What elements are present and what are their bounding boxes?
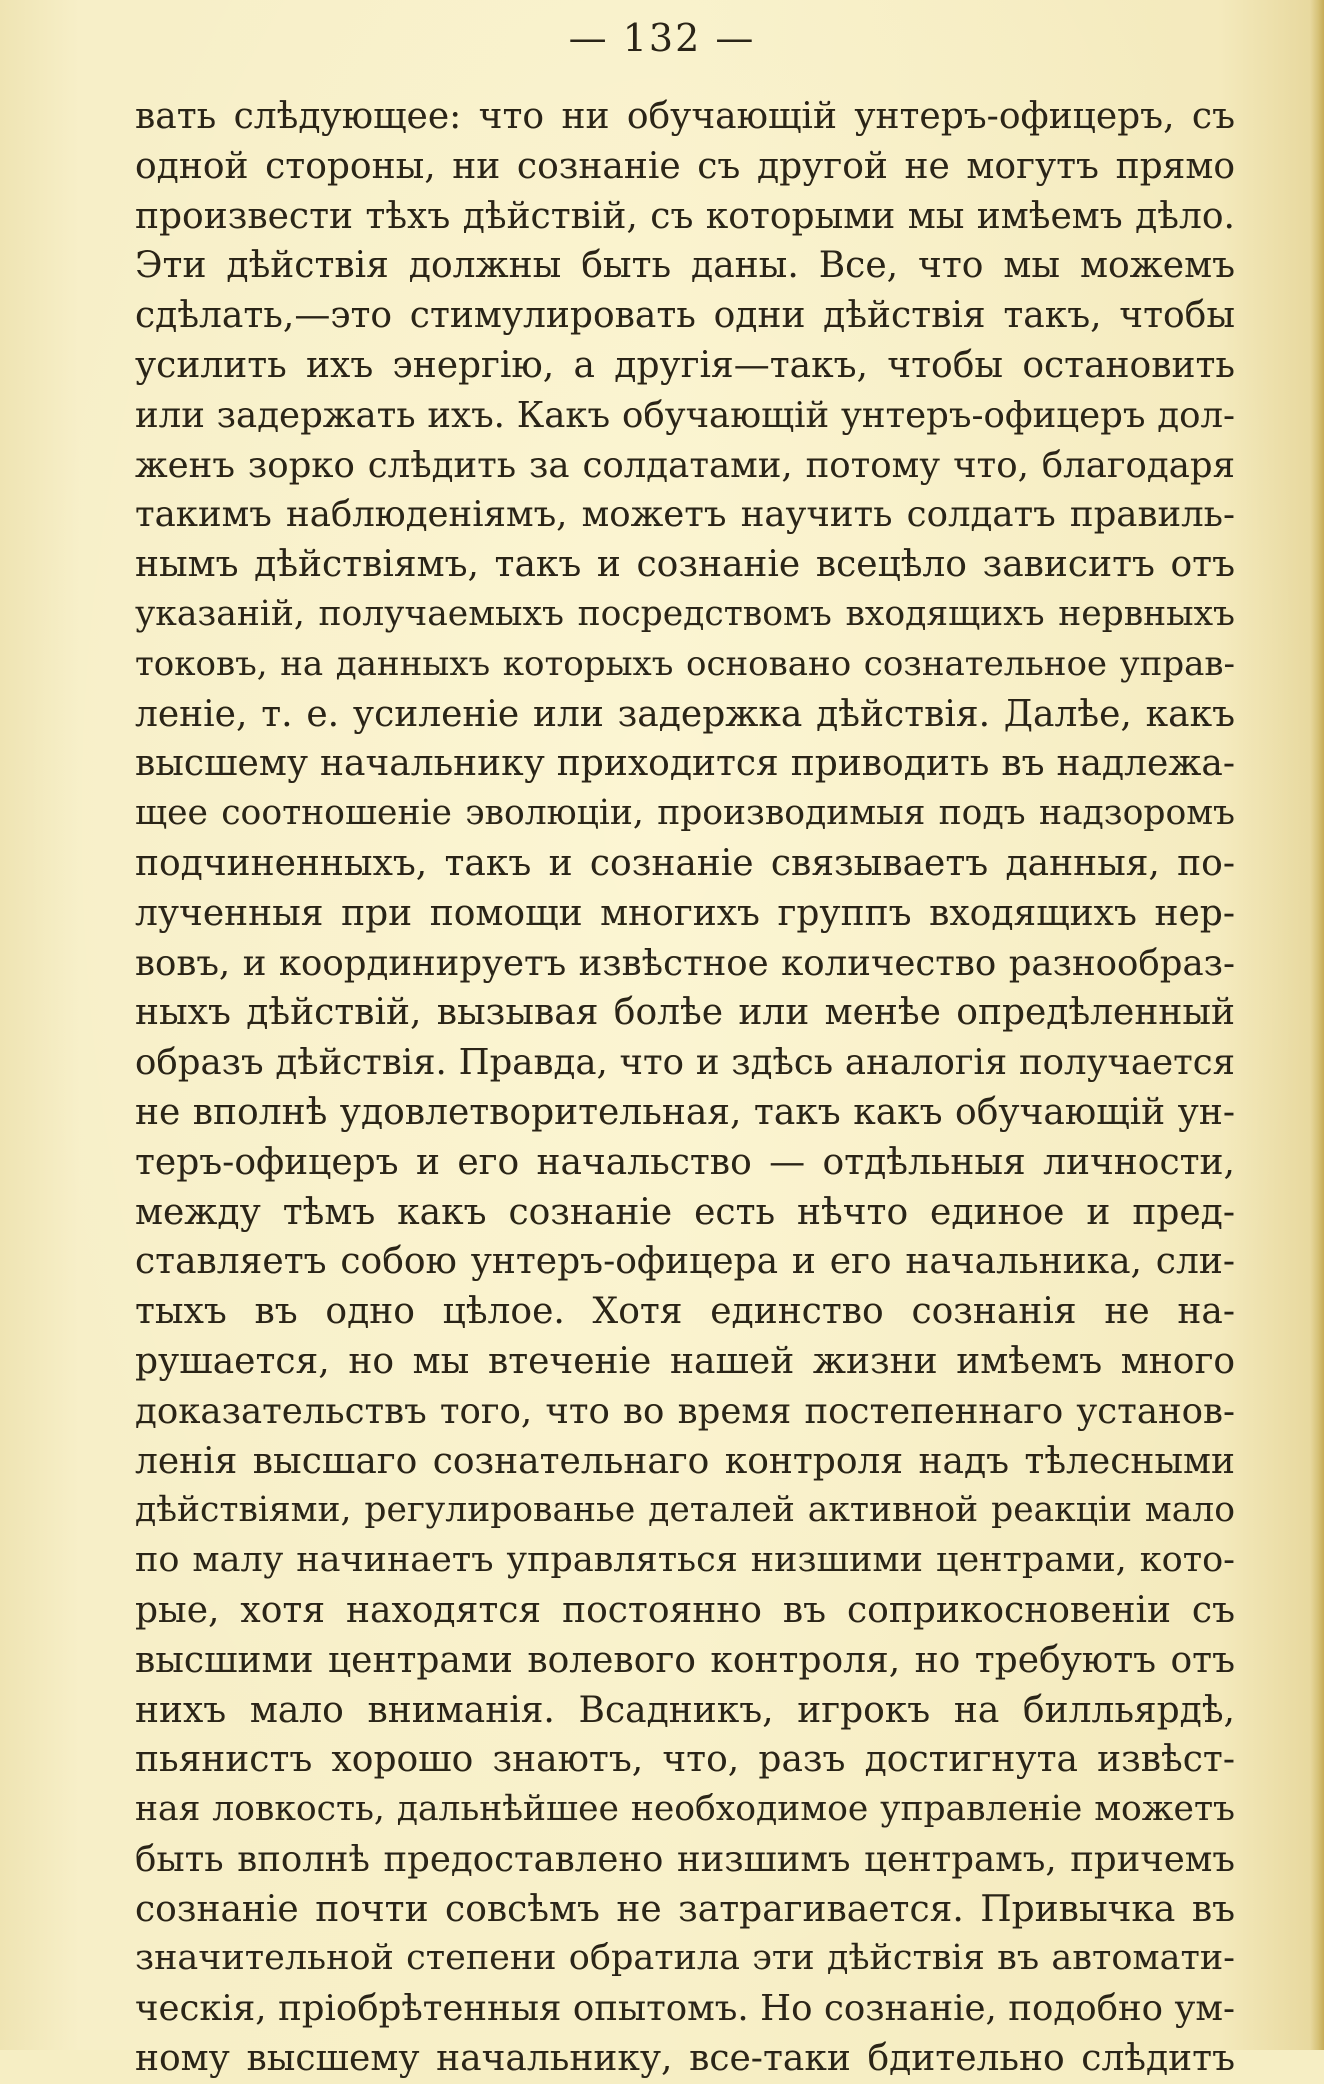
page-body-text	[135, 92, 1235, 2084]
text-line: нымъ дѣйствіямъ, такъ и сознаніе всецѣло зависитъ отъ	[135, 544, 1235, 586]
text-line: ному высшему начальнику, все-таки бдительно слѣдитъ	[135, 2038, 1235, 2080]
text-line: лученныя при помощи многихъ группъ входящихъ нер-	[135, 892, 1235, 934]
text-line: одной стороны, ни сознаніе съ другой не могутъ прямо	[135, 145, 1235, 187]
text-line: усилить ихъ энергію, а другія—такъ, чтобы остановить	[135, 344, 1235, 386]
text-line: такимъ наблюденіямъ, можетъ научить солдатъ правиль-	[135, 494, 1235, 536]
text-line: не вполнѣ удовлетворительная, такъ какъ обучающій ун-	[135, 1091, 1235, 1133]
text-line: вать слѣдующее: что ни обучающій унтеръ-офицеръ, съ	[135, 96, 1235, 137]
text-line: между тѣмъ какъ сознаніе есть нѣчто единое и пред-	[135, 1191, 1235, 1233]
text-line: пьянистъ хорошо знаютъ, что, разъ достигнута извѣст-	[135, 1739, 1235, 1781]
text-line: высшими центрами волевого контроля, но требуютъ отъ	[135, 1639, 1235, 1681]
page-number: — 132 —	[568, 16, 756, 60]
text-line: ставляетъ собою унтеръ-офицера и его начальника, сли-	[135, 1241, 1235, 1283]
text-line: рые, хотя находятся постоянно въ соприкосновеніи съ	[135, 1589, 1235, 1631]
text-line: сдѣлать,—это стимулировать одни дѣйствія такъ, чтобы	[135, 295, 1235, 337]
text-line: ческія, пріобрѣтенныя опытомъ. Но сознаніе, подобно ум-	[135, 1988, 1235, 2030]
text-line: токовъ, на данныхъ которыхъ основано сознательное управ-	[135, 643, 1235, 684]
page-edge-shadow	[1310, 0, 1324, 2050]
text-line: ныхъ дѣйствій, вызывая болѣе или менѣе опредѣленный	[135, 992, 1235, 1034]
text-line: по малу начинаетъ управляться низшими центрами, кото-	[135, 1540, 1235, 1581]
text-line: значительной степени обратила эти дѣйствія въ автомати-	[135, 1938, 1235, 1979]
text-line: доказательствъ того, что во время постепеннаго установ-	[135, 1390, 1235, 1432]
text-line: щее соотношеніе эволюціи, производимыя подъ надзоромъ	[135, 793, 1235, 834]
text-line: подчиненныхъ, такъ и сознаніе связываетъ данныя, по-	[135, 842, 1235, 884]
text-line: ная ловкость, дальнѣйшее необходимое управленіе можетъ	[135, 1789, 1235, 1830]
text-line: указаній, получаемыхъ посредствомъ входящихъ нервныхъ	[135, 593, 1235, 634]
text-line: дѣйствіями, регулированье деталей активной реакціи мало	[135, 1490, 1235, 1531]
text-line: рушается, но мы втеченіе нашей жизни имѣемъ много	[135, 1340, 1235, 1382]
text-line: нихъ мало вниманія. Всадникъ, игрокъ на билльярдѣ,	[135, 1689, 1235, 1731]
text-line: произвести тѣхъ дѣйствій, съ которыми мы имѣемъ дѣло.	[135, 195, 1235, 237]
text-line: сознаніе почти совсѣмъ не затрагивается. Привычка въ	[135, 1888, 1235, 1930]
text-line: вовъ, и координируетъ извѣстное количество разнообраз-	[135, 942, 1235, 984]
text-line: ленія высшаго сознательнаго контроля надъ тѣлесными	[135, 1440, 1235, 1482]
text-line: высшему начальнику приходится приводить въ надлежа-	[135, 743, 1235, 785]
text-line: быть вполнѣ предоставлено низшимъ центрамъ, причемъ	[135, 1838, 1235, 1880]
text-line: тыхъ въ одно цѣлое. Хотя единство сознанія не на-	[135, 1291, 1235, 1333]
text-line: теръ-офицеръ и его начальство — отдѣльныя личности,	[135, 1141, 1235, 1183]
text-line: леніе, т. е. усиленіе или задержка дѣйствія. Далѣе, какъ	[135, 693, 1235, 735]
text-line: женъ зорко слѣдить за солдатами, потому что, благодаря	[135, 444, 1235, 486]
text-line: или задержать ихъ. Какъ обучающій унтеръ-офицеръ дол-	[135, 394, 1235, 436]
text-line: образъ дѣйствія. Правда, что и здѣсь аналогія получается	[135, 1042, 1235, 1084]
text-line: Эти дѣйствія должны быть даны. Все, что мы можемъ	[135, 245, 1235, 287]
